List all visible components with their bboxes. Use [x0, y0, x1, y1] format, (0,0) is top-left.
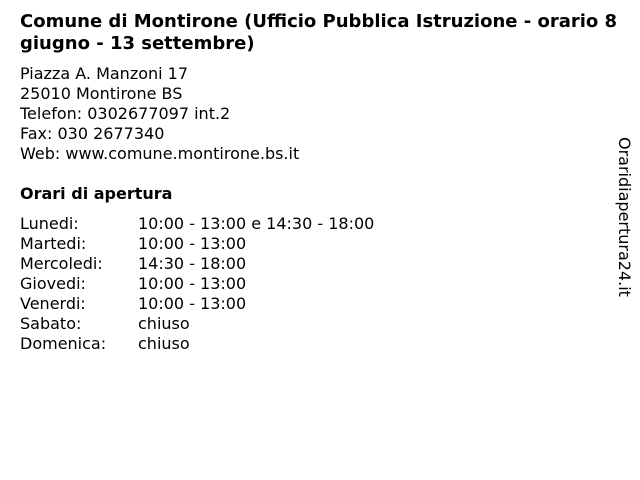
- hours-row-sunday: [20, 334, 374, 354]
- hours-row-wednesday: [20, 254, 374, 274]
- time-value: 10:00 - 13:00 e 14:30 - 18:00: [138, 214, 375, 233]
- hours-row-tuesday: [20, 234, 374, 254]
- time-value: chiuso: [138, 314, 190, 333]
- day-label: Martedi:: [20, 234, 87, 253]
- contact-info: [20, 64, 299, 164]
- day-label: Venerdi:: [20, 294, 86, 313]
- address-city: 25010 Montirone BS: [20, 84, 183, 103]
- day-label: Lunedi:: [20, 214, 79, 233]
- phone-number: Telefon: 0302677097 int.2: [20, 104, 231, 123]
- time-value: 14:30 - 18:00: [138, 254, 247, 273]
- opening-hours-table: [20, 214, 374, 354]
- day-label: Mercoledi:: [20, 254, 103, 273]
- hours-row-monday: [20, 214, 374, 234]
- opening-hours-heading: Orari di apertura: [20, 184, 173, 203]
- time-value: 10:00 - 13:00: [138, 294, 247, 313]
- address-street: Piazza A. Manzoni 17: [20, 64, 189, 83]
- day-label: Domenica:: [20, 334, 107, 353]
- time-value: 10:00 - 13:00: [138, 274, 247, 293]
- day-label: Sabato:: [20, 314, 82, 333]
- hours-row-saturday: [20, 314, 374, 334]
- website: Web: www.comune.montirone.bs.it: [20, 144, 300, 163]
- hours-row-friday: [20, 294, 374, 314]
- site-watermark: Oraridiapertura24.it: [615, 137, 634, 297]
- time-value: 10:00 - 13:00: [138, 234, 247, 253]
- hours-row-thursday: [20, 274, 374, 294]
- time-value: chiuso: [138, 334, 190, 353]
- fax-number: Fax: 030 2677340: [20, 124, 165, 143]
- page-title: Comune di Montirone (Ufficio Pubblica Istruzione - orario 8 giugno - 13 settembre): [20, 11, 618, 54]
- day-label: Giovedi:: [20, 274, 86, 293]
